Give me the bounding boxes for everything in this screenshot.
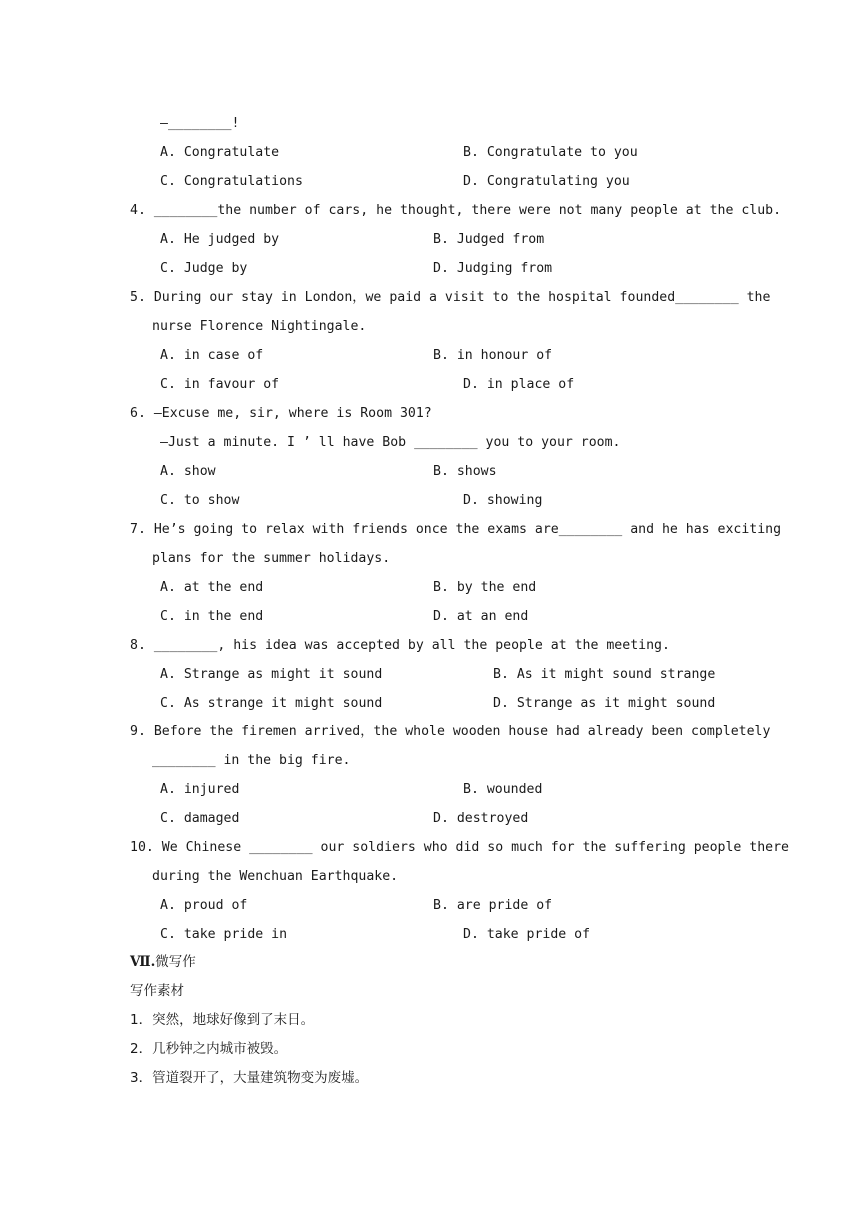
q9-stem-line2: ________ in the big fire. [152,753,351,768]
q8-option-c: C. As strange it might sound [160,696,383,711]
q9-option-a: A. injured [160,782,240,797]
q9-option-d: D. destroyed [433,811,529,826]
q8-option-b: B. As it might sound strange [493,667,716,682]
q7-option-b: B. by the end [433,580,537,595]
q5-option-c: C. in favour of [160,377,280,392]
q8-stem: 8. ________, his idea was accepted by all the people at the meeting. [130,638,670,653]
section-numeral: Ⅶ. [130,954,156,970]
q3-option-c: C. Congratulations [160,174,303,189]
q6-stem-line2: —Just a minute. I ’ ll have Bob ________ you to your room. [160,435,621,450]
q8-option-a: A. Strange as might it sound [160,667,383,682]
q10-option-d: D. take pride of [463,927,591,942]
q4-option-a: A. He judged by [160,232,280,247]
section-subtitle: 写作素材 [130,983,184,999]
q9-option-b: B. wounded [463,782,543,797]
q5-option-d: D. in place of [463,377,575,392]
section-heading [130,953,196,971]
q4-option-d: D. Judging from [433,261,553,276]
q10-option-a: A. proud of [160,898,248,913]
section-title: 微写作 [155,954,196,970]
material-item-3: 3．管道裂开了，大量建筑物变为废墟。 [130,1070,369,1086]
q10-option-c: C. take pride in [160,927,288,942]
q5-option-b: B. in honour of [433,348,553,363]
q5-stem-line2: nurse Florence Nightingale. [152,319,367,334]
q5-option-a: A. in case of [160,348,264,363]
material-item-2: 2．几秒钟之内城市被毁。 [130,1041,288,1057]
q6-option-a: A. show [160,464,216,479]
q9-option-c: C. damaged [160,811,240,826]
q5-stem-line1: 5. During our stay in London，we paid a visit to the hospital founded________ the [130,290,771,305]
q7-option-d: D. at an end [433,609,529,624]
q6-stem-line1: 6. —Excuse me, sir, where is Room 301? [130,406,432,421]
q6-option-b: B. shows [433,464,497,479]
q4-stem: 4. ________the number of cars, he thought, there were not many people at the club. [130,203,782,218]
q3-option-d: D. Congratulating you [463,174,630,189]
q4-option-c: C. Judge by [160,261,248,276]
q3-option-a: A. Congratulate [160,145,280,160]
q10-stem-line2: during the Wenchuan Earthquake. [152,869,399,884]
q3-option-b: B. Congratulate to you [463,145,638,160]
q10-stem-line1: 10. We Chinese ________ our soldiers who did so much for the suffering people there [130,840,789,855]
q6-option-c: C. to show [160,493,240,508]
q3-stem-tail: —________! [160,116,240,131]
q7-option-c: C. in the end [160,609,264,624]
q6-option-d: D. showing [463,493,543,508]
q10-option-b: B. are pride of [433,898,553,913]
q7-stem-line2: plans for the summer holidays. [152,551,391,566]
q7-stem-line1: 7. He’s going to relax with friends once the exams are________ and he has exciting [130,522,782,537]
q7-option-a: A. at the end [160,580,264,595]
q8-option-d: D. Strange as it might sound [493,696,716,711]
q9-stem-line1: 9. Before the firemen arrived，the whole wooden house had already been completely [130,724,771,739]
material-item-1: 1．突然，地球好像到了末日。 [130,1012,315,1028]
q4-option-b: B. Judged from [433,232,545,247]
